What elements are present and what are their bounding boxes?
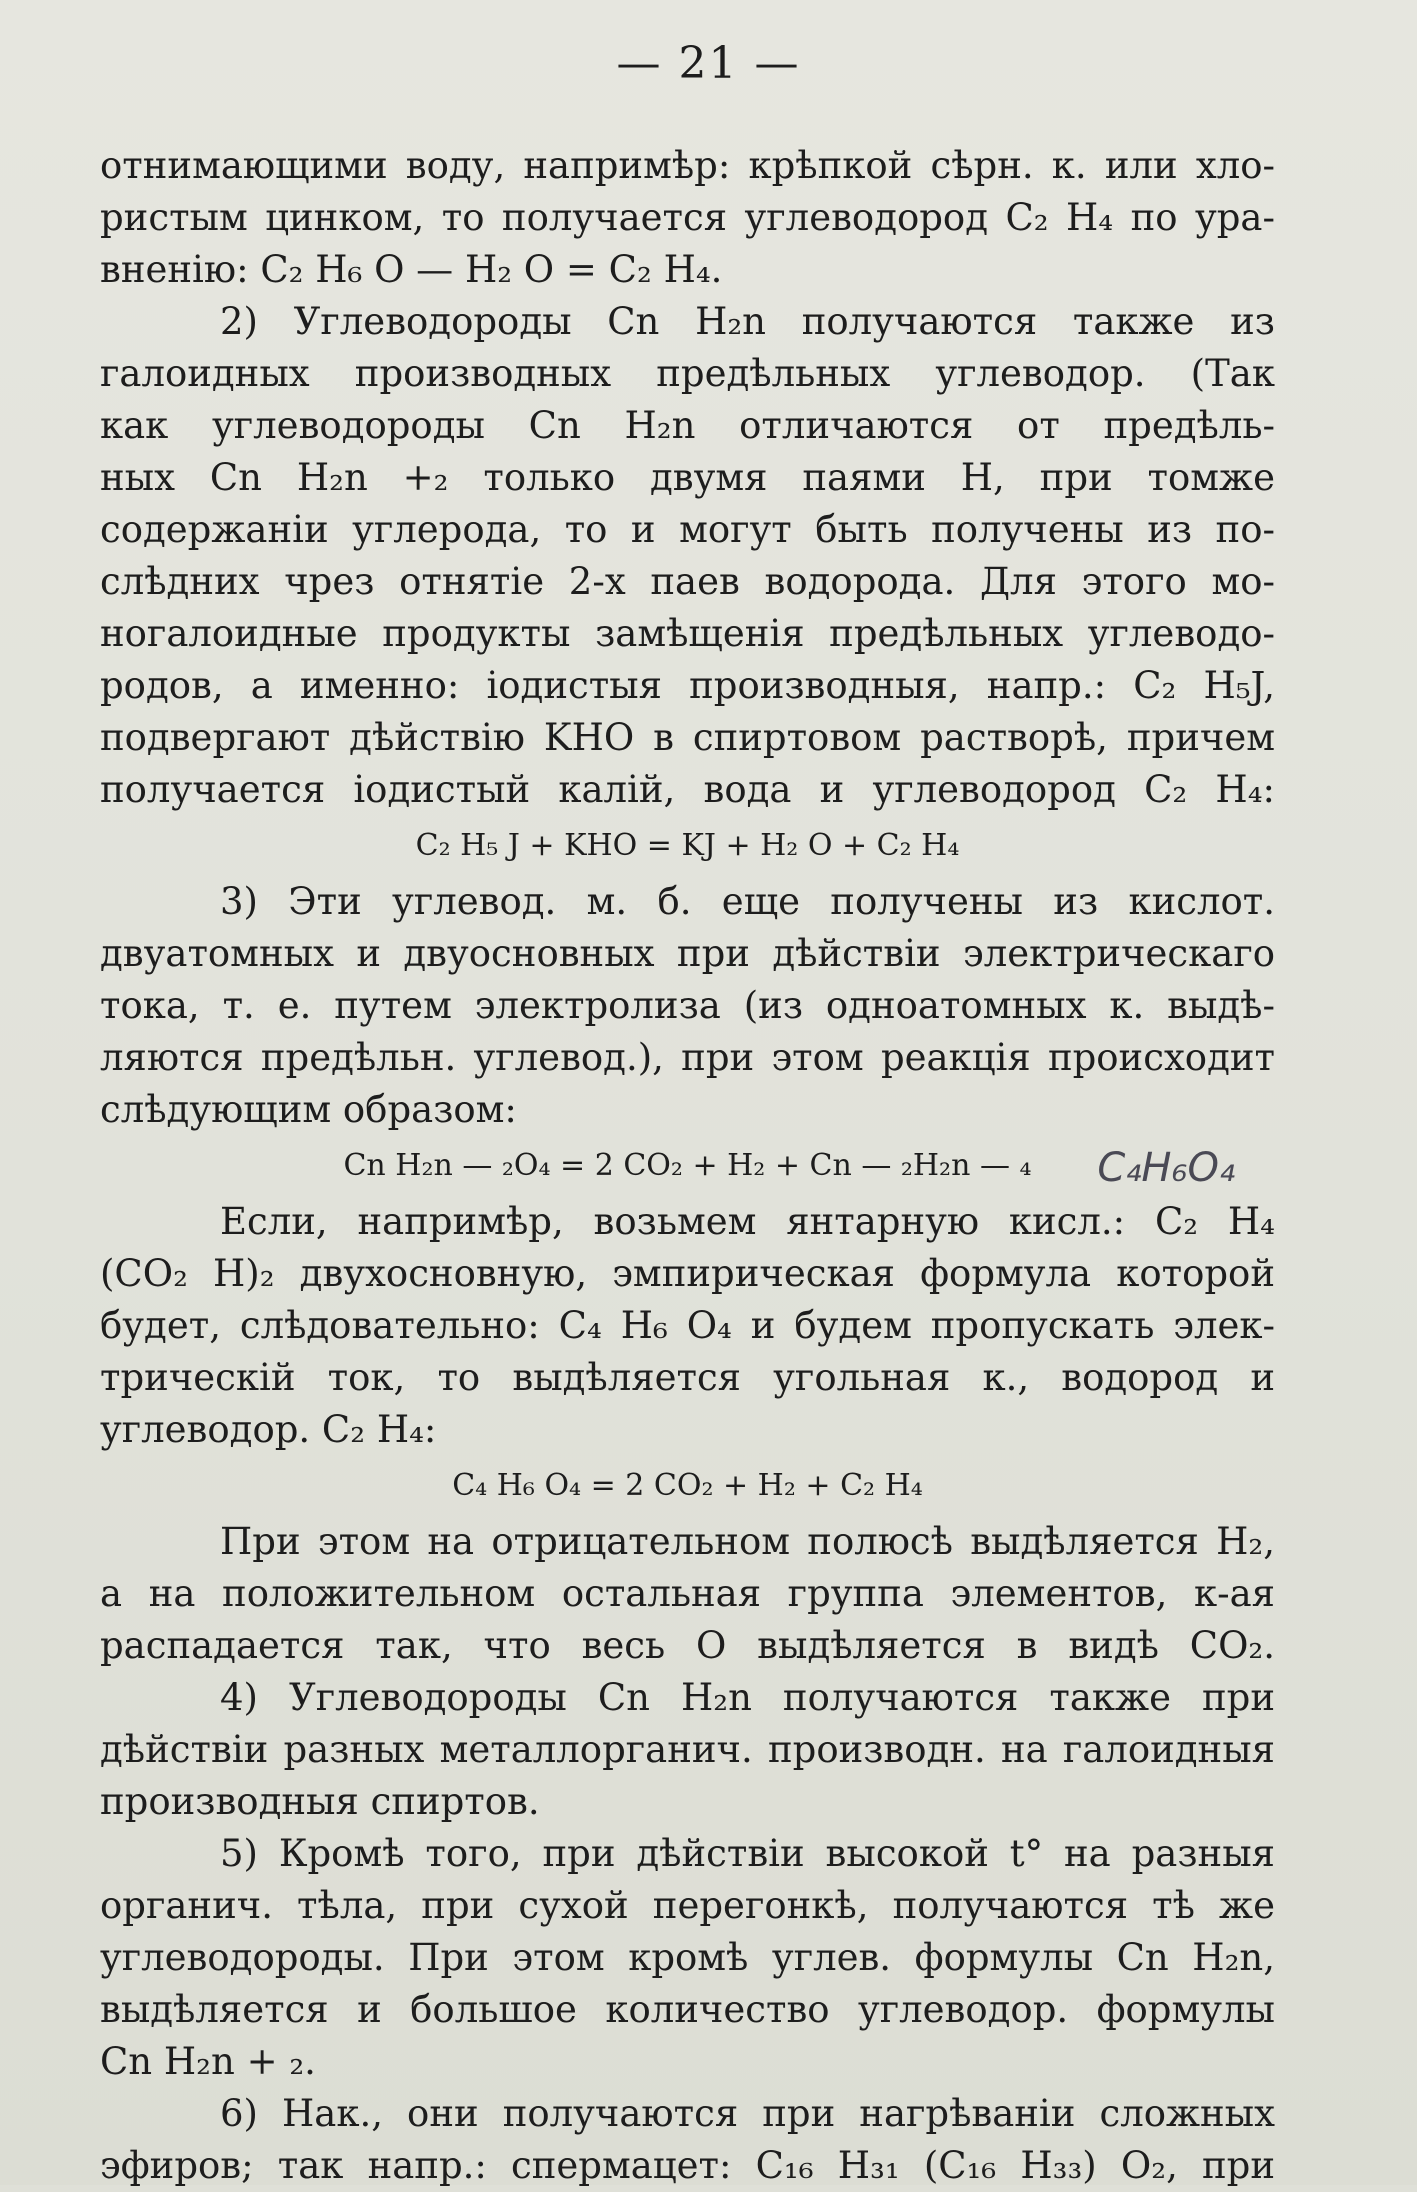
text-line: вненію: C₂ H₆ O — H₂ O = C₂ H₄.	[100, 248, 723, 291]
page-text	[100, 140, 1275, 2192]
text-line: 4) Углеводороды Cn H₂n получаются также при	[220, 1676, 1275, 1719]
text-line: ристым цинком, то получается углеводород C₂ H₄ по ура-	[100, 196, 1275, 239]
text-line: распадается так, что весь O выдѣляется в видѣ CO₂.	[100, 1624, 1275, 1667]
text-line: 3) Эти углевод. м. б. еще получены из кислот.	[220, 880, 1275, 923]
text-line: 5) Кромѣ того, при дѣйствіи высокой t° на разныя	[220, 1832, 1275, 1875]
text-line: углеводороды. При этом кромѣ углев. формулы Cn H₂n,	[100, 1936, 1275, 1979]
text-line: ляются предѣльн. углевод.), при этом реакція происходит	[100, 1036, 1275, 1079]
text-line: (CO₂ H)₂ двухосновную, эмпирическая формула которой	[100, 1252, 1275, 1295]
text-line: родов, а именно: іодистыя производныя, напр.: C₂ H₅J,	[100, 664, 1275, 707]
text-line: выдѣляется и большое количество углеводор. формулы	[100, 1988, 1275, 2031]
text-line: ных Cn H₂n +₂ только двумя паями H, при томже	[100, 456, 1275, 499]
formula-line	[100, 1136, 1275, 1196]
formula-text: C₄ H₆ O₄ = 2 CO₂ + H₂ + C₂ H₄	[452, 1468, 923, 1503]
page-number: — 21 —	[616, 38, 801, 89]
text-line: органич. тѣла, при сухой перегонкѣ, получаются тѣ же	[100, 1884, 1275, 1927]
text-line: Cn H₂n + ₂.	[100, 2040, 316, 2083]
text-line: галоидных производных предѣльных углеводор. (Так	[100, 352, 1275, 395]
text-line: а на положительном остальная группа элементов, к-ая	[100, 1572, 1275, 1615]
formula-text: C₂ H₅ J + KHO = KJ + H₂ O + C₂ H₄	[415, 828, 960, 863]
text-line: Если, напримѣр, возьмем янтарную кисл.: C₂ H₄	[220, 1200, 1275, 1243]
formula-line	[100, 1456, 1275, 1516]
text-line: углеводор. C₂ H₄:	[100, 1408, 437, 1451]
text-line: производныя спиртов.	[100, 1780, 540, 1823]
text-line: двуатомных и двуосновных при дѣйствіи электрическаго	[100, 932, 1275, 975]
text-line: слѣдних чрез отнятіе 2-х паев водорода. Для этого мо-	[100, 560, 1275, 603]
text-line: эфиров; так напр.: спермацет: C₁₆ H₃₁ (C₁₆ H₃₃) O₂, при	[100, 2144, 1275, 2187]
text-line: ногалоидные продукты замѣщенія предѣльных углеводо-	[100, 612, 1275, 655]
text-line: тока, т. е. путем электролиза (из одноатомных к. выдѣ-	[100, 984, 1275, 1027]
text-line: трическій ток, то выдѣляется угольная к., водород и	[100, 1356, 1275, 1399]
text-line: как углеводороды Cn H₂n отличаются от предѣль-	[100, 404, 1275, 447]
text-line: содержаніи углерода, то и могут быть получены из по-	[100, 508, 1275, 551]
text-line: получается іодистый калій, вода и углеводород C₂ H₄:	[100, 768, 1275, 811]
text-line: слѣдующим образом:	[100, 1088, 517, 1131]
handwritten-annotation: C₄H₆O₄	[1097, 1145, 1235, 1191]
text-line: дѣйствіи разных металлорганич. производн. на галоидныя	[100, 1728, 1275, 1771]
text-line: будет, слѣдовательно: C₄ H₆ O₄ и будем пропускать элек-	[100, 1304, 1275, 1347]
formula-text: Cn H₂n — ₂O₄ = 2 CO₂ + H₂ + Cn — ₂H₂n — ₄	[343, 1148, 1032, 1183]
text-line: При этом на отрицательном полюсѣ выдѣляется H₂,	[220, 1520, 1275, 1563]
text-line: 6) Нак., они получаются при нагрѣваніи сложных	[220, 2092, 1275, 2135]
formula-line	[100, 816, 1275, 876]
text-line: подвергают дѣйствію KHO в спиртовом растворѣ, причем	[100, 716, 1275, 759]
text-line: отнимающими воду, напримѣр: крѣпкой сѣрн. к. или хло-	[100, 144, 1275, 187]
text-line: 2) Углеводороды Cn H₂n получаются также из	[220, 300, 1275, 343]
